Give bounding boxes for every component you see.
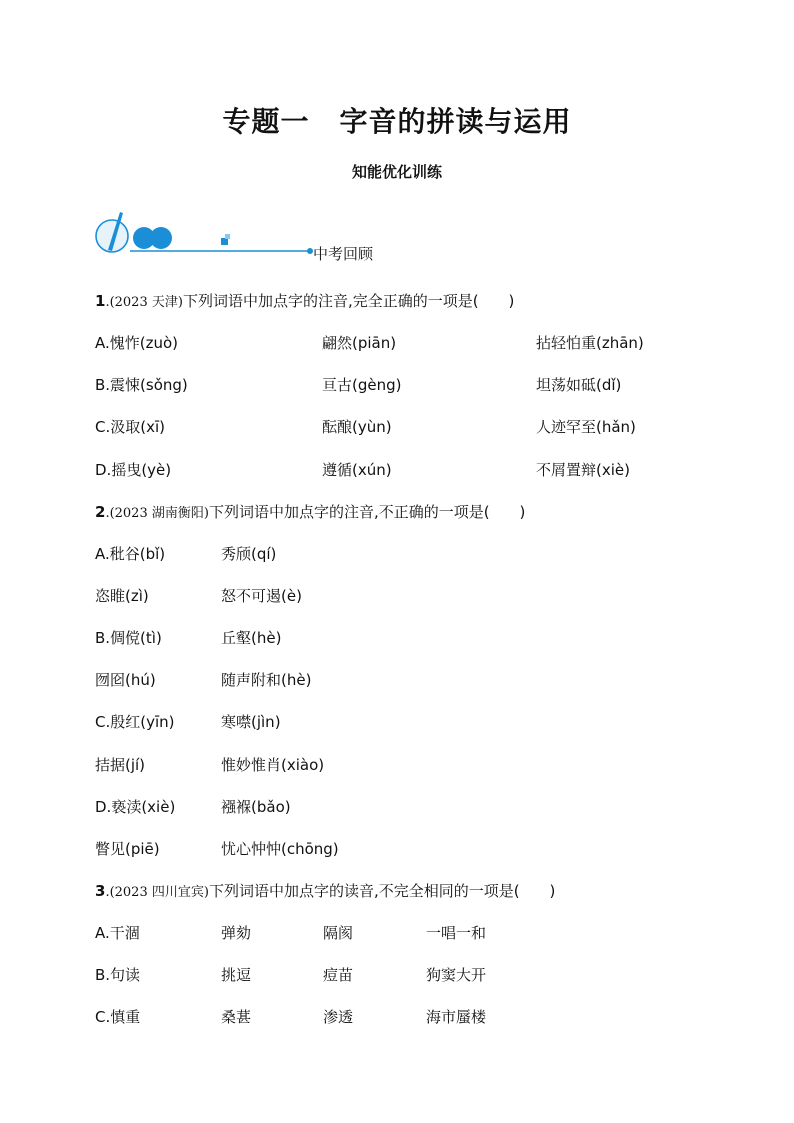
term: 丘壑(hè) [221, 629, 282, 647]
question-text: 下列词语中加点字的注音,完全正确的一项是( ) [182, 292, 515, 310]
term: 囫囵(hú) [95, 671, 156, 689]
term: C.汲取(xī) [95, 418, 165, 436]
q3-option-a [0, 922, 794, 946]
term: A.秕谷(bǐ) [95, 545, 166, 563]
term: 遵循(xún) [322, 461, 392, 479]
term: 挑逗 [221, 966, 252, 984]
term: 桑葚 [221, 1008, 252, 1026]
q2-row [0, 754, 794, 778]
term: B.句读 [95, 966, 141, 984]
question-2-stem [95, 501, 525, 522]
term: 渗透 [323, 1008, 354, 1026]
term: 寒噤(jìn) [221, 713, 281, 731]
term: 秀颀(qí) [221, 545, 277, 563]
q1-option-d [0, 459, 794, 483]
term: 海市蜃楼 [426, 1008, 487, 1026]
term: 恣睢(zì) [95, 587, 149, 605]
title-topic: 专题一 [222, 105, 310, 138]
q2-row [0, 796, 794, 820]
page-title [0, 100, 794, 140]
term: 拈轻怕重(zhān) [536, 334, 644, 352]
term: 隔阂 [323, 924, 354, 942]
term: 酝酿(yùn) [322, 418, 392, 436]
term: B.倜傥(tì) [95, 629, 162, 647]
question-number: 1 [95, 292, 106, 310]
term: 翩然(piān) [322, 334, 397, 352]
question-source: .(2023 天津) [105, 295, 183, 310]
q2-row [0, 669, 794, 693]
question-1-stem [95, 290, 514, 311]
bubble-icon-2 [150, 227, 172, 249]
term: 襁褓(bǎo) [221, 798, 291, 816]
question-source: .(2023 四川宜宾) [105, 885, 209, 900]
q2-row [0, 711, 794, 735]
term: 痘苗 [323, 966, 354, 984]
q2-row [0, 838, 794, 862]
term: C.慎重 [95, 1008, 141, 1026]
term: 人迹罕至(hǎn) [536, 418, 636, 436]
term: 坦荡如砥(dǐ) [536, 376, 622, 394]
square-icon-1 [221, 238, 228, 245]
term: 亘古(gèng) [322, 376, 402, 394]
term: 拮据(jí) [95, 756, 146, 774]
question-text: 下列词语中加点字的注音,不正确的一项是( ) [208, 503, 526, 521]
question-3-stem [95, 880, 555, 901]
q2-row [0, 627, 794, 651]
title-subject: 字音的拼读与运用 [339, 105, 572, 138]
question-number: 3 [95, 882, 106, 900]
q2-row [0, 585, 794, 609]
term: D.摇曳(yè) [95, 461, 172, 479]
q1-option-a [0, 332, 794, 356]
question-text: 下列词语中加点字的读音,不完全相同的一项是( ) [208, 882, 556, 900]
section-label: 中考回顾 [313, 245, 374, 263]
term: 怒不可遏(è) [221, 587, 302, 605]
term: 一唱一和 [426, 924, 487, 942]
q1-option-b [0, 374, 794, 398]
q3-option-c [0, 1006, 794, 1030]
term: 弹劾 [221, 924, 252, 942]
term: 惟妙惟肖(xiào) [221, 756, 325, 774]
term: A.干涸 [95, 924, 140, 942]
term: A.愧怍(zuò) [95, 334, 179, 352]
term: 瞥见(piē) [95, 840, 160, 858]
page-subtitle: 知能优化训练 [351, 163, 442, 181]
square-icon-2 [225, 234, 230, 239]
question-source: .(2023 湖南衡阳) [105, 506, 209, 521]
term: 随声附和(hè) [221, 671, 312, 689]
term: 狗窦大开 [426, 966, 487, 984]
term: B.震悚(sǒng) [95, 376, 188, 394]
term: D.亵渎(xiè) [95, 798, 176, 816]
q1-option-c [0, 416, 794, 440]
term: 忧心忡忡(chōng) [221, 840, 339, 858]
term: C.殷红(yīn) [95, 713, 175, 731]
term: 不屑置辩(xiè) [536, 461, 630, 479]
question-number: 2 [95, 503, 106, 521]
q2-row [0, 543, 794, 567]
q3-option-b [0, 964, 794, 988]
